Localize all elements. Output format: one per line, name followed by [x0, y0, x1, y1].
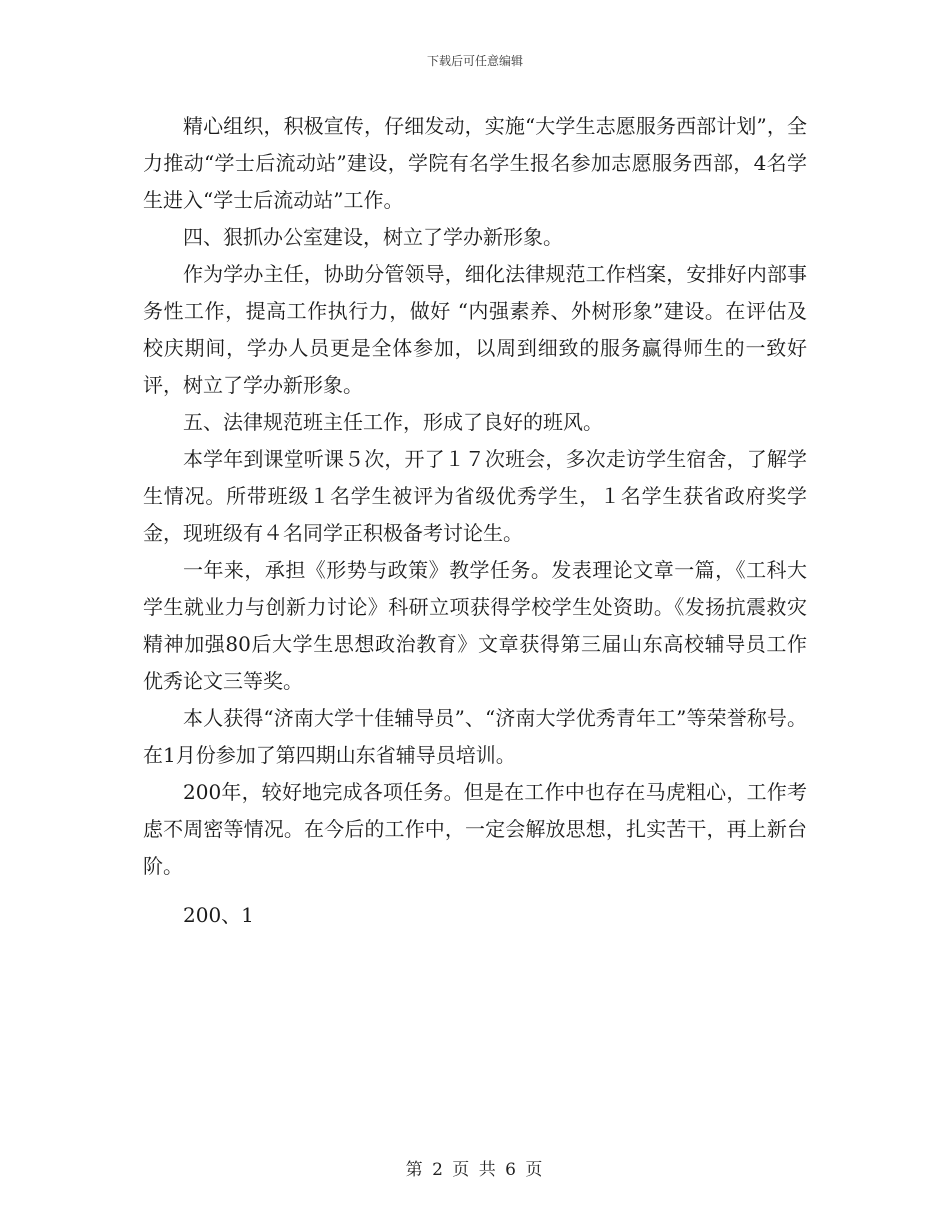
page-number: 第 2 页 共 6 页 — [405, 1160, 545, 1180]
paragraph-office-director: 作为学办主任，协助分管领导，细化法律规范工作档案，安排好内部事务性工作，提高工作执行力，做好 “内强素养、外树形象”建设。在评估及校庆期间，学办人员更是全体参加，以周到细致的服务赢得师生的一致好评，树立了学办新形象。 — [143, 262, 807, 397]
page-header-note: 下载后可任意编辑 — [426, 54, 523, 68]
document-body — [143, 108, 807, 934]
section-heading-office-building: 四、狠抓办公室建设，树立了学办新形象。 — [183, 225, 563, 249]
paragraph-honors: 本人获得“济南大学十佳辅导员”、“济南大学优秀青年工”等荣誉称号。在1月份参加了第四期山东省辅导员培训。 — [143, 706, 807, 767]
paragraph-teaching-research: 一年来，承担《形势与政策》教学任务。发表理论文章一篇，《工科大学生就业力与创新力讨论》科研立项获得学校学生处资助。《发扬抗震救灾精神加强80后大学生思想政治教育》文章获得第三届山东高校辅导员工作优秀论文三等奖。 — [143, 558, 807, 693]
section-heading-class-advisor: 五、法律规范班主任工作，形成了良好的班风。 — [183, 410, 603, 434]
paragraph-summary: 200年，较好地完成各项任务。但是在工作中也存在马虎粗心，工作考虑不周密等情况。在今后的工作中，一定会解放思想，扎实苦干，再上新台阶。 — [143, 780, 807, 878]
paragraph-date: 200、1 — [183, 903, 254, 927]
paragraph-class-activities: 本学年到课堂听课５次，开了１７次班会，多次走访学生宿舍，了解学生情况。所带班级１名学生被评为省级优秀学生，１名学生获省政府奖学金，现班级有４名同学正积极备考讨论生。 — [143, 447, 807, 545]
paragraph-volunteer-program: 精心组织，积极宣传，仔细发动，实施“大学生志愿服务西部计划”，全力推动“学士后流动站”建设，学院有名学生报名参加志愿服务西部，4名学生进入“学士后流动站”工作。 — [143, 114, 807, 212]
